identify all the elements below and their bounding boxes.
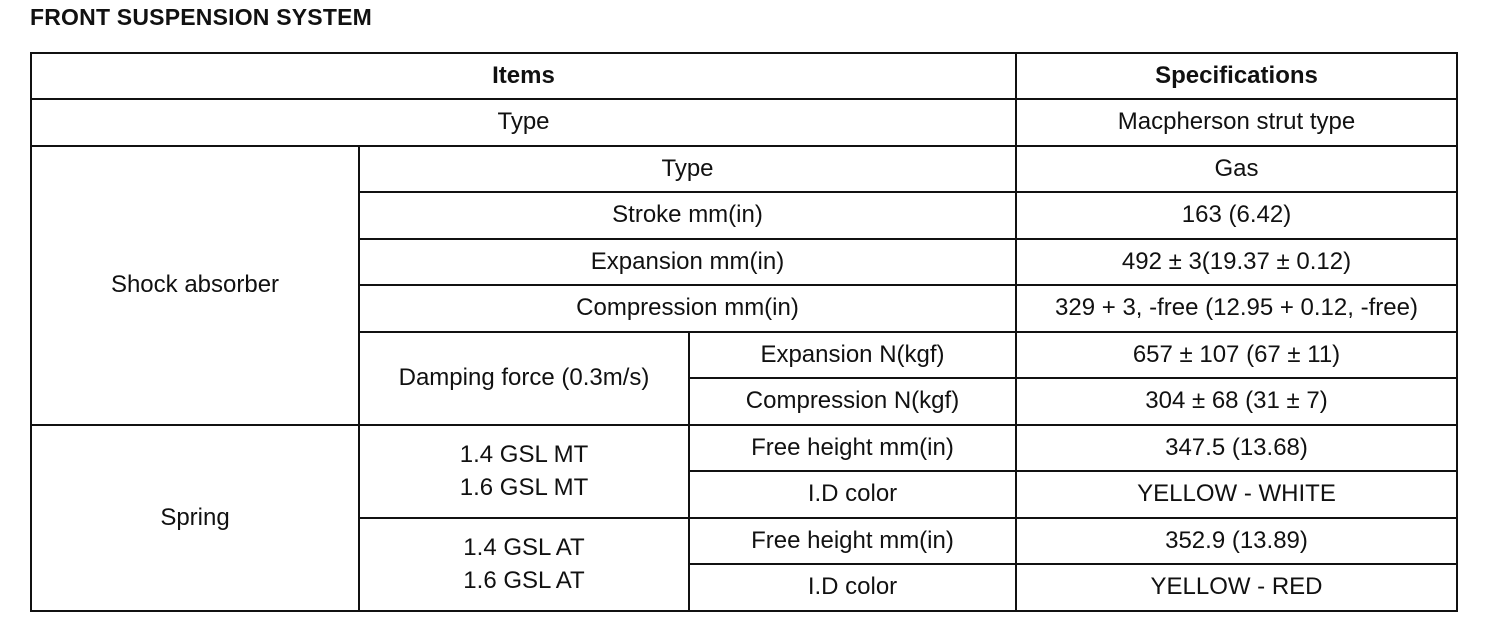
compression-value: 329 + 3, -free (12.95 + 0.12, -free): [1016, 285, 1457, 332]
spring-at-model-1: 1.4 GSL AT: [463, 534, 585, 561]
at-id-color-value: YELLOW - RED: [1016, 564, 1457, 611]
spring-mt-model-1: 1.4 GSL MT: [459, 441, 589, 468]
stroke-value: 163 (6.42): [1016, 192, 1457, 239]
shock-type-label: Type: [359, 146, 1016, 193]
mt-free-height-value: 347.5 (13.68): [1016, 425, 1457, 472]
shock-type-value: Gas: [1016, 146, 1457, 193]
spring-at-model-2: 1.6 GSL AT: [463, 567, 585, 594]
damping-expansion-value: 657 ± 107 (67 ± 11): [1016, 332, 1457, 379]
spec-table: [30, 52, 1458, 612]
type-label: Type: [31, 99, 1016, 146]
page-title: FRONT SUSPENSION SYSTEM: [30, 4, 372, 30]
header-specifications: Specifications: [1016, 53, 1457, 99]
at-free-height-label: Free height mm(in): [689, 518, 1016, 565]
at-id-color-label: I.D color: [689, 564, 1016, 611]
damping-force-label: Damping force (0.3m/s): [359, 332, 689, 425]
at-free-height-value: 352.9 (13.89): [1016, 518, 1457, 565]
mt-free-height-label: Free height mm(in): [689, 425, 1016, 472]
header-items: Items: [31, 53, 1016, 99]
compression-label: Compression mm(in): [359, 285, 1016, 332]
spring-mt-model-2: 1.6 GSL MT: [459, 474, 589, 501]
mt-id-color-value: YELLOW - WHITE: [1016, 471, 1457, 518]
spring-mt-models: [359, 425, 689, 518]
table-header-row: [31, 53, 1457, 99]
shock-absorber-label: Shock absorber: [31, 146, 359, 425]
expansion-value: 492 ± 3(19.37 ± 0.12): [1016, 239, 1457, 286]
table-row: [31, 146, 1457, 193]
damping-compression-value: 304 ± 68 (31 ± 7): [1016, 378, 1457, 425]
table-row: [31, 425, 1457, 472]
damping-expansion-label: Expansion N(kgf): [689, 332, 1016, 379]
damping-compression-label: Compression N(kgf): [689, 378, 1016, 425]
type-value: Macpherson strut type: [1016, 99, 1457, 146]
stroke-label: Stroke mm(in): [359, 192, 1016, 239]
mt-id-color-label: I.D color: [689, 471, 1016, 518]
expansion-label: Expansion mm(in): [359, 239, 1016, 286]
spring-at-models: [359, 518, 689, 611]
table-row: [31, 99, 1457, 146]
spring-label: Spring: [31, 425, 359, 611]
